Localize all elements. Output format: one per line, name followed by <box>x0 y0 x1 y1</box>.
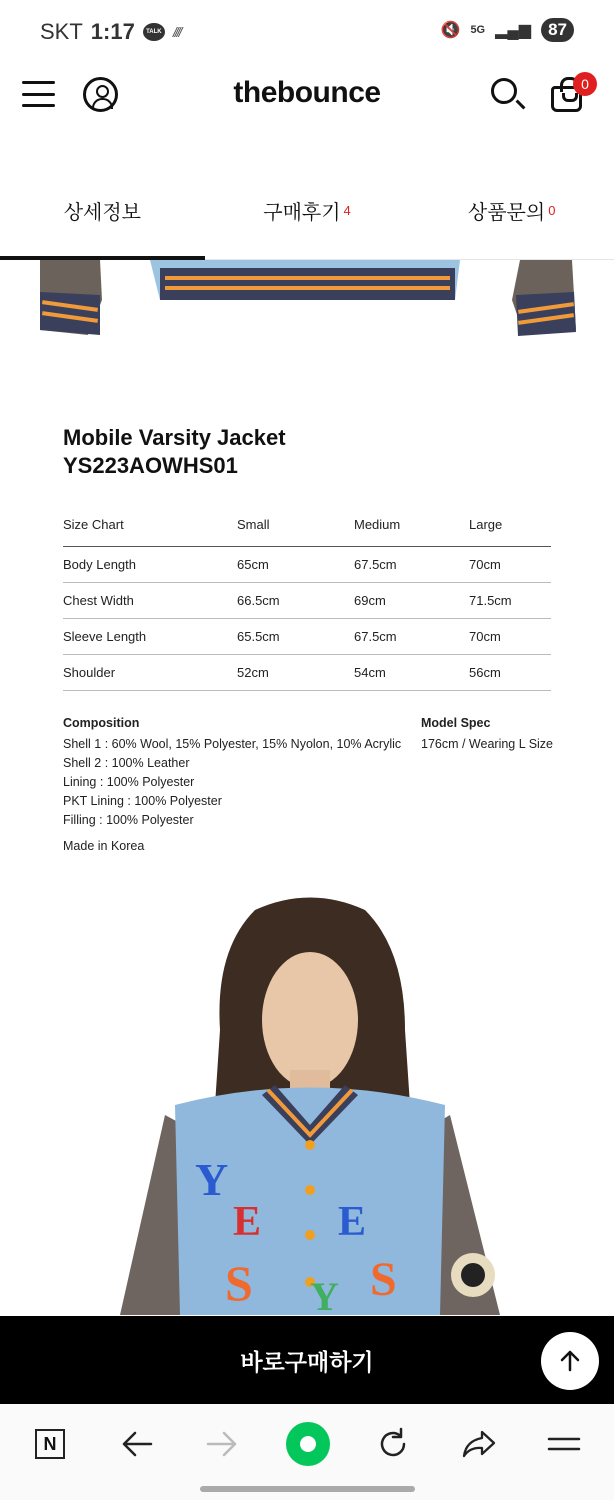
green-dot-button[interactable] <box>286 1422 330 1466</box>
share-icon <box>462 1429 496 1459</box>
naver-n-icon: N <box>35 1429 65 1459</box>
table-row <box>63 546 551 582</box>
buy-now-label: 바로구매하기 <box>240 1348 374 1375</box>
jacket-hem-image <box>0 260 614 370</box>
tab-qna[interactable] <box>409 176 614 259</box>
table-cell: Chest Width <box>63 582 237 618</box>
svg-text:E: E <box>338 1199 367 1245</box>
product-name: Mobile Varsity Jacket <box>63 425 286 450</box>
tab-reviews[interactable] <box>205 176 410 259</box>
composition-line: Lining : 100% Polyester <box>63 775 195 789</box>
buy-now-button[interactable] <box>0 1316 614 1404</box>
table-cell: 69cm <box>354 582 469 618</box>
table-cell: 65.5cm <box>237 618 354 654</box>
naver-home-button[interactable] <box>28 1422 72 1466</box>
table-cell: 70cm <box>469 546 551 582</box>
table-cell: 70cm <box>469 618 551 654</box>
composition-block <box>63 714 401 856</box>
search-icon[interactable] <box>491 78 517 104</box>
table-cell: Sleeve Length <box>63 618 237 654</box>
table-row <box>63 654 551 690</box>
composition-line: PKT Lining : 100% Polyester <box>63 794 222 808</box>
share-button[interactable] <box>457 1422 501 1466</box>
battery-level: 87 <box>541 18 574 42</box>
size-chart-header <box>63 504 551 546</box>
table-cell: 56cm <box>469 654 551 690</box>
browser-menu-button[interactable] <box>542 1422 586 1466</box>
header-cell: Large <box>469 504 551 546</box>
review-count: 4 <box>343 203 351 218</box>
home-indicator[interactable] <box>200 1486 415 1492</box>
svg-text:S: S <box>370 1253 397 1306</box>
table-cell: 67.5cm <box>354 546 469 582</box>
data-activity-icon: //// <box>172 24 181 40</box>
kakaotalk-icon <box>143 23 165 41</box>
composition-line: Filling : 100% Polyester <box>63 813 194 827</box>
status-bar <box>0 0 614 64</box>
header-cell: Medium <box>354 504 469 546</box>
network-type: 5G <box>470 24 486 36</box>
product-code: YS223AOWHS01 <box>63 453 238 478</box>
model-spec-block <box>421 714 553 754</box>
table-cell: 66.5cm <box>237 582 354 618</box>
tab-label: 상품문의 <box>467 202 546 224</box>
reload-button[interactable] <box>371 1422 415 1466</box>
table-cell: Body Length <box>63 546 237 582</box>
table-cell: 54cm <box>354 654 469 690</box>
reload-icon <box>376 1427 410 1461</box>
tab-details[interactable] <box>0 176 205 259</box>
table-cell: Shoulder <box>63 654 237 690</box>
svg-text:E: E <box>233 1199 262 1245</box>
table-row <box>63 582 551 618</box>
header-cell: Small <box>237 504 354 546</box>
table-cell: 67.5cm <box>354 618 469 654</box>
scroll-to-top-button[interactable] <box>541 1332 599 1390</box>
product-title <box>63 424 286 480</box>
header-cell: Size Chart <box>63 504 237 546</box>
arrow-up-icon <box>557 1348 583 1374</box>
composition-line: Shell 2 : 100% Leather <box>63 756 190 770</box>
size-chart-table <box>63 504 551 691</box>
model-spec-title: Model Spec <box>421 716 491 730</box>
menu-lines-icon <box>547 1432 581 1456</box>
cart-count-badge: 0 <box>573 72 597 96</box>
model-spec-value: 176cm / Wearing L Size <box>421 737 554 751</box>
signal-icon: ▂▄▆ <box>495 22 532 39</box>
table-row <box>63 618 551 654</box>
mute-icon: 🔇 <box>440 22 461 39</box>
composition-line: Shell 1 : 60% Wool, 15% Polyester, 15% Nyolon, 10% Acrylic <box>63 737 402 751</box>
table-cell: 52cm <box>237 654 354 690</box>
svg-text:Y: Y <box>195 1154 229 1205</box>
table-cell: 65cm <box>237 546 354 582</box>
table-cell: 71.5cm <box>469 582 551 618</box>
svg-text:S: S <box>225 1255 253 1311</box>
back-button[interactable] <box>115 1422 159 1466</box>
product-tabs <box>0 176 614 260</box>
carrier: SKT <box>40 19 83 44</box>
made-in: Made in Korea <box>63 839 145 853</box>
model-photo <box>0 890 614 1315</box>
talk-label: TALK <box>146 29 162 35</box>
green-dot-icon <box>286 1422 330 1466</box>
site-logo[interactable]: thebounce <box>233 76 381 109</box>
arrow-left-icon <box>121 1430 153 1458</box>
clock: 1:17 <box>90 19 135 44</box>
svg-text:Y: Y <box>310 1274 339 1315</box>
tab-label: 구매후기 <box>263 202 341 224</box>
forward-button[interactable] <box>200 1422 244 1466</box>
qna-count: 0 <box>548 203 556 218</box>
tab-label: 상세정보 <box>63 202 141 224</box>
composition-title: Composition <box>63 716 140 730</box>
arrow-right-icon <box>206 1430 238 1458</box>
site-header <box>0 64 614 128</box>
